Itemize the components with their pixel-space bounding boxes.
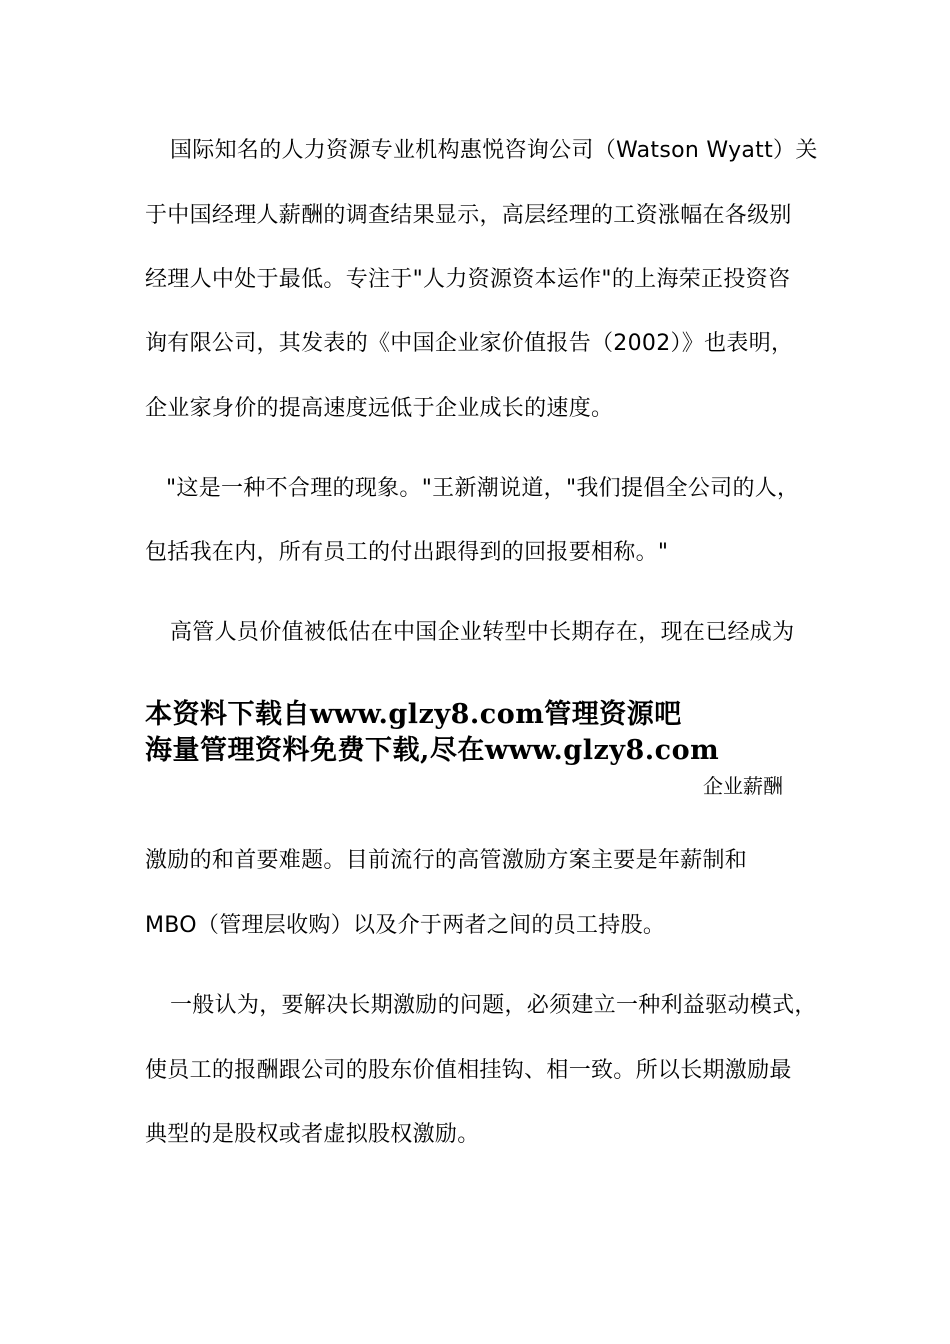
watermark-line-2: 海量管理资料免费下载,尽在www.glzy8.com (145, 735, 720, 766)
text-line: 企业家身价的提高速度远低于企业成长的速度。 (145, 396, 614, 421)
footer-label: 企业薪酬 (703, 774, 783, 798)
text-line: 国际知名的人力资源专业机构惠悦咨询公司（Watson Wyatt）关 (170, 138, 818, 163)
text-line: 询有限公司，其发表的《中国企业家价值报告（2002）》也表明， (145, 331, 794, 356)
text-line: MBO（管理层收购）以及介于两者之间的员工持股。 (145, 913, 666, 938)
text-line: 于中国经理人薪酬的调查结果显示，高层经理的工资涨幅在各级别 (145, 203, 792, 228)
text-line: 典型的是股权或者虚拟股权激励。 (145, 1122, 480, 1147)
text-line: 使员工的报酬跟公司的股东价值相挂钩、相一致。所以长期激励最 (145, 1058, 792, 1083)
text-line: 一般认为，要解决长期激励的问题，必须建立一种利益驱动模式， (170, 993, 817, 1018)
text-line: 包括我在内，所有员工的付出跟得到的回报要相称。" (145, 540, 669, 565)
text-line: 激励的和首要难题。目前流行的高管激励方案主要是年薪制和 (145, 848, 748, 873)
watermark-line-1: 本资料下载自www.glzy8.com管理资源吧 (145, 699, 682, 730)
text-line: 经理人中处于最低。专注于"人力资源资本运作"的上海荣正投资咨 (145, 267, 791, 292)
text-line: 高管人员价值被低估在中国企业转型中长期存在，现在已经成为 (170, 620, 795, 645)
text-line: "这是一种不合理的现象。"王新潮说道，"我们提倡全公司的人， (166, 476, 800, 501)
